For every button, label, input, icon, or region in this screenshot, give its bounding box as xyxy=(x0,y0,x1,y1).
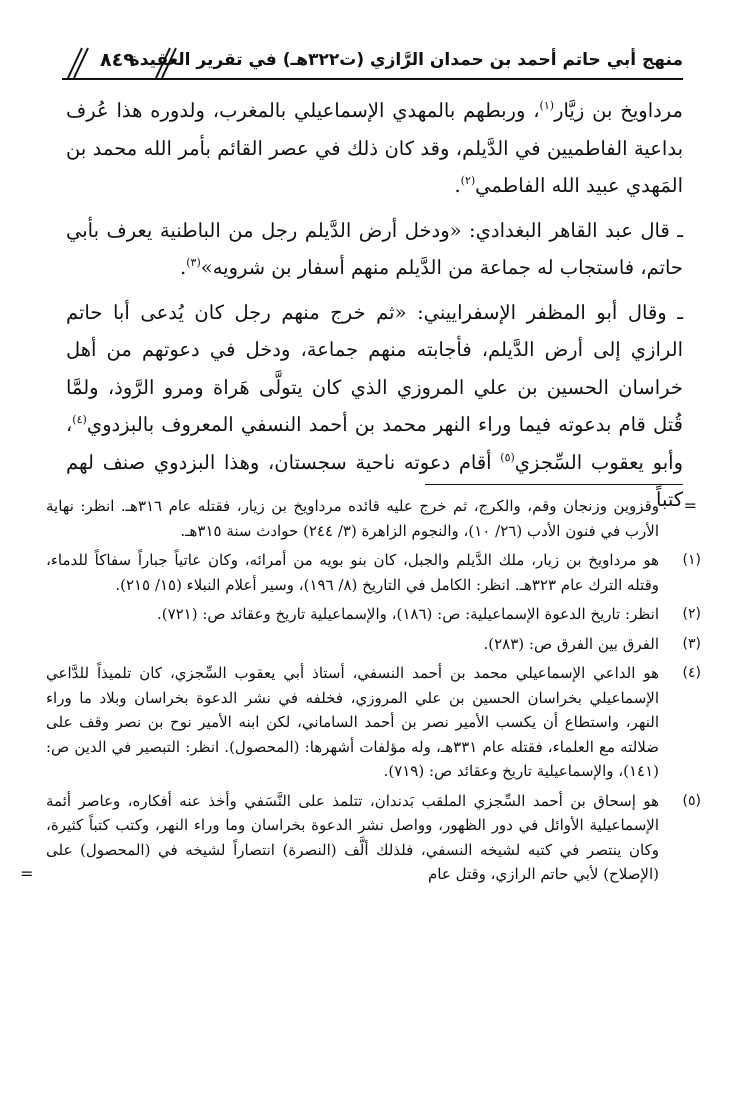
page-number: ٨٤٩ xyxy=(100,49,135,71)
paragraph: ـ وقال أبو المظفر الإسفراييني: «ثم خرج منهم رجل كان يُدعى أبا حاتم الرازي إلى أرض الدَّيلم، فأجابته منهم جماعة، ودخل في دعوتهم من أهل خراسان الحسين بن علي المروزي الذي كان يتولَّى هَراة ومرو الرَّوذ، ولمَّا قُتل قام بدعوته فيما وراء النهر محمد بن أحمد النسفي المعروف بالبزدوي$^{(٤)}$، وأبو يعقوب السِّجزي$^{(٥)}$ أقام دعوته ناحية سجستان، وهذا البزدوي صنف لهم كتباً xyxy=(66,300,683,511)
footnote-separator xyxy=(425,484,683,485)
footnote-marker: (٣) xyxy=(682,635,701,652)
footnote-text: هو الداعي الإسماعيلي محمد بن أحمد النسفي، أستاذ أبي يعقوب السِّجزي، كان تلميذاً للدَّاعي الإسماعيلي بخراسان الحسين بن علي المروزي، فخلفه في نشر الدعوة بخراسان وبلاد ما وراء النهر، واستطاع أن يكسب الأمير نصر بن أحمد الساماني، لكن ابنه الأمير نوح بن نصر وقف على ضلالته مع العلماء، فقتله عام ٣٣١هـ، وله مؤلفات أشهرها: (المحصول). انظر: التبصير في الدين ص: (١٤١)، والإسماعيلية تاريخ وعقائد ص: (٧١٩). xyxy=(46,664,659,780)
footnote-text: انظر: تاريخ الدعوة الإسماعيلية: ص: (١٨٦)، والإسماعيلية تاريخ وعقائد ص: (٧٢١). xyxy=(156,605,659,623)
main-text xyxy=(66,92,683,526)
running-title: منهج أبي حاتم أحمد بن حمدان الرَّازي (ت٣٢٢هـ) في تقرير العقيدة xyxy=(129,50,683,70)
footnote-marker: (١) xyxy=(682,552,701,568)
paragraph: مرداويخ بن زيَّار$^{(١)}$، وربطهم بالمهدي الإسماعيلي بالمغرب، ولدوره هذا عُرف بداعية الفاطميين في الدَّيلم، وقد كان ذلك في عصر القائم بأمر الله محمد بن المَهدي عبيد الله الفاطمي$^{(٢)}$. xyxy=(66,99,683,197)
footnote-marker: (٤) xyxy=(682,665,701,681)
continuation-mark: = xyxy=(683,496,697,515)
continuation-mark: = xyxy=(20,864,34,883)
footnote-marker: (٢) xyxy=(682,606,701,622)
footnote-4 xyxy=(46,661,701,784)
footnote-text: هو مرداويخ بن زيار، ملك الدَّيلم والجبل، كان بنو بويه من أمرائه، وكان عاتياً جباراً سفاكاً للدماء، وقتله الترك عام ٣٢٣هـ. انظر: الكامل في التاريخ (٨/ ١٩٦)، وسير أعلام النبلاء (١٥/ ٢١٥). xyxy=(46,551,659,594)
footnote-marker: (٥) xyxy=(682,792,701,809)
footnote-text: هو إسحاق بن أحمد السِّجزي الملقب بَدندان، تتلمذ على النَّسَفي وأخذ عنه أفكاره، وعاصر أئمة الإسماعيلية الأوائل في دور الظهور، وواصل نشر الدعوة بخراسان وما وراء النهر، وكتب كتباً كثيرة، وكان ينتصر في كتبه لشيخه النسفي، فلذلك ألَّف (النصرة) انتصاراً لشيخه في (المحصول) على (الإصلاح) لأبي حاتم الرازي، وقتل عام xyxy=(46,791,659,883)
footnote-continued xyxy=(46,494,701,543)
paragraph: ـ قال عبد القاهر البغدادي: «ودخل أرض الدَّيلم رجل من الباطنية يعرف بأبي حاتم، فاستجاب له جماعة من الدَّيلم منهم أسفار بن شرويه»$^{(٣)}$. xyxy=(66,218,683,279)
page-number-ornament xyxy=(62,46,182,76)
footnote-5 xyxy=(20,789,701,887)
header-rule-left xyxy=(62,78,188,80)
footnotes xyxy=(20,494,701,892)
running-header xyxy=(62,44,683,84)
footnote-1 xyxy=(46,548,701,597)
footnote-text: الفرق بين الفرق ص: (٢٨٣). xyxy=(483,634,659,653)
footnote-2 xyxy=(46,602,701,627)
footnote-3 xyxy=(46,632,701,657)
header-rule xyxy=(182,78,683,80)
footnote-text: وقزوين وزنجان وقم، والكرج، ثم خرج عليه قائده مرداويخ بن زيار، فقتله عام ٣١٦هـ. انظر: نهاية الأرب في فنون الأدب (٢٦/ ١٠)، والنجوم الزاهرة (٣/ ٢٤٤) حوادث سنة ٣١٥هـ. xyxy=(46,497,659,540)
